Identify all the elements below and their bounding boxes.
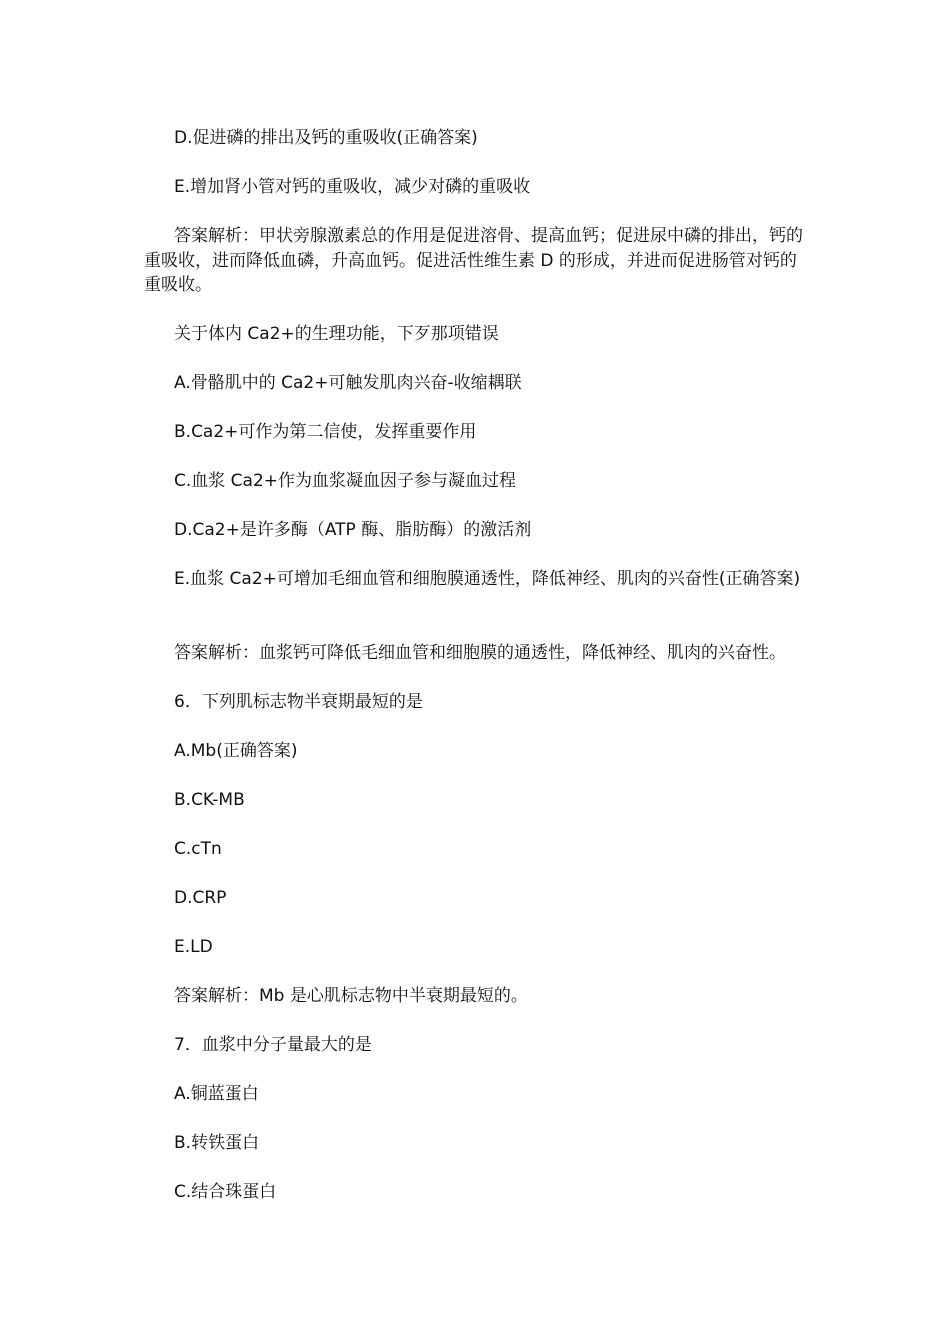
answer-explanation-calcium: 答案解析：血浆钙可降低毛细血管和细胞膜的通透性，降低神经、肌肉的兴奋性。 [174, 643, 786, 663]
question-calcium: 关于体内 Ca2+的生理功能，下歹那项错误 [174, 324, 499, 344]
option-e-q6: E.LD [174, 937, 213, 957]
option-b-q7: B.转铁蛋白 [174, 1133, 260, 1153]
option-c-calcium: C.血浆 Ca2+作为血浆凝血因子参与凝血过程 [174, 471, 517, 491]
option-c-q6: C.cTn [174, 839, 222, 859]
option-a-q7: A.铜蓝蛋白 [174, 1084, 259, 1104]
option-e-calcium: E.血浆 Ca2+可增加毛细血管和细胞膜通透性，降低神经、肌肉的兴奋性(正确答案) [174, 569, 801, 589]
option-d-q6: D.CRP [174, 888, 227, 908]
answer-explanation-q6: 答案解析：Mb 是心肌标志物中半衰期最短的。 [174, 986, 528, 1006]
option-e-phosphate: E.增加肾小管对钙的重吸收，减少对磷的重吸收 [174, 177, 531, 197]
question-6: 6．下列肌标志物半衰期最短的是 [174, 692, 423, 712]
option-d-calcium: D.Ca2+是许多酶（ATP 酶、脂肪酶）的激活剂 [174, 520, 532, 540]
option-a-q6: A.Mb(正确答案) [174, 741, 298, 761]
answer-explanation-pth: 答案解析：甲状旁腺激素总的作用是促进溶骨、提高血钙；促进尿中磷的排出，钙的重吸收，进而降低血磷，升高血钙。促进活性维生素 D 的形成，并进而促进肠管对钙的重吸收。 [144, 226, 803, 295]
option-b-q6: B.CK-MB [174, 790, 245, 810]
option-b-calcium: B.Ca2+可作为第二信使，发挥重要作用 [174, 422, 477, 442]
option-a-calcium: A.骨骼肌中的 Ca2+可触发肌肉兴奋-收缩耦联 [174, 373, 522, 393]
option-c-q7: C.结合珠蛋白 [174, 1182, 277, 1202]
option-d-phosphate: D.促进磷的排出及钙的重吸收(正确答案) [174, 128, 478, 148]
question-7: 7．血浆中分子量最大的是 [174, 1035, 372, 1055]
